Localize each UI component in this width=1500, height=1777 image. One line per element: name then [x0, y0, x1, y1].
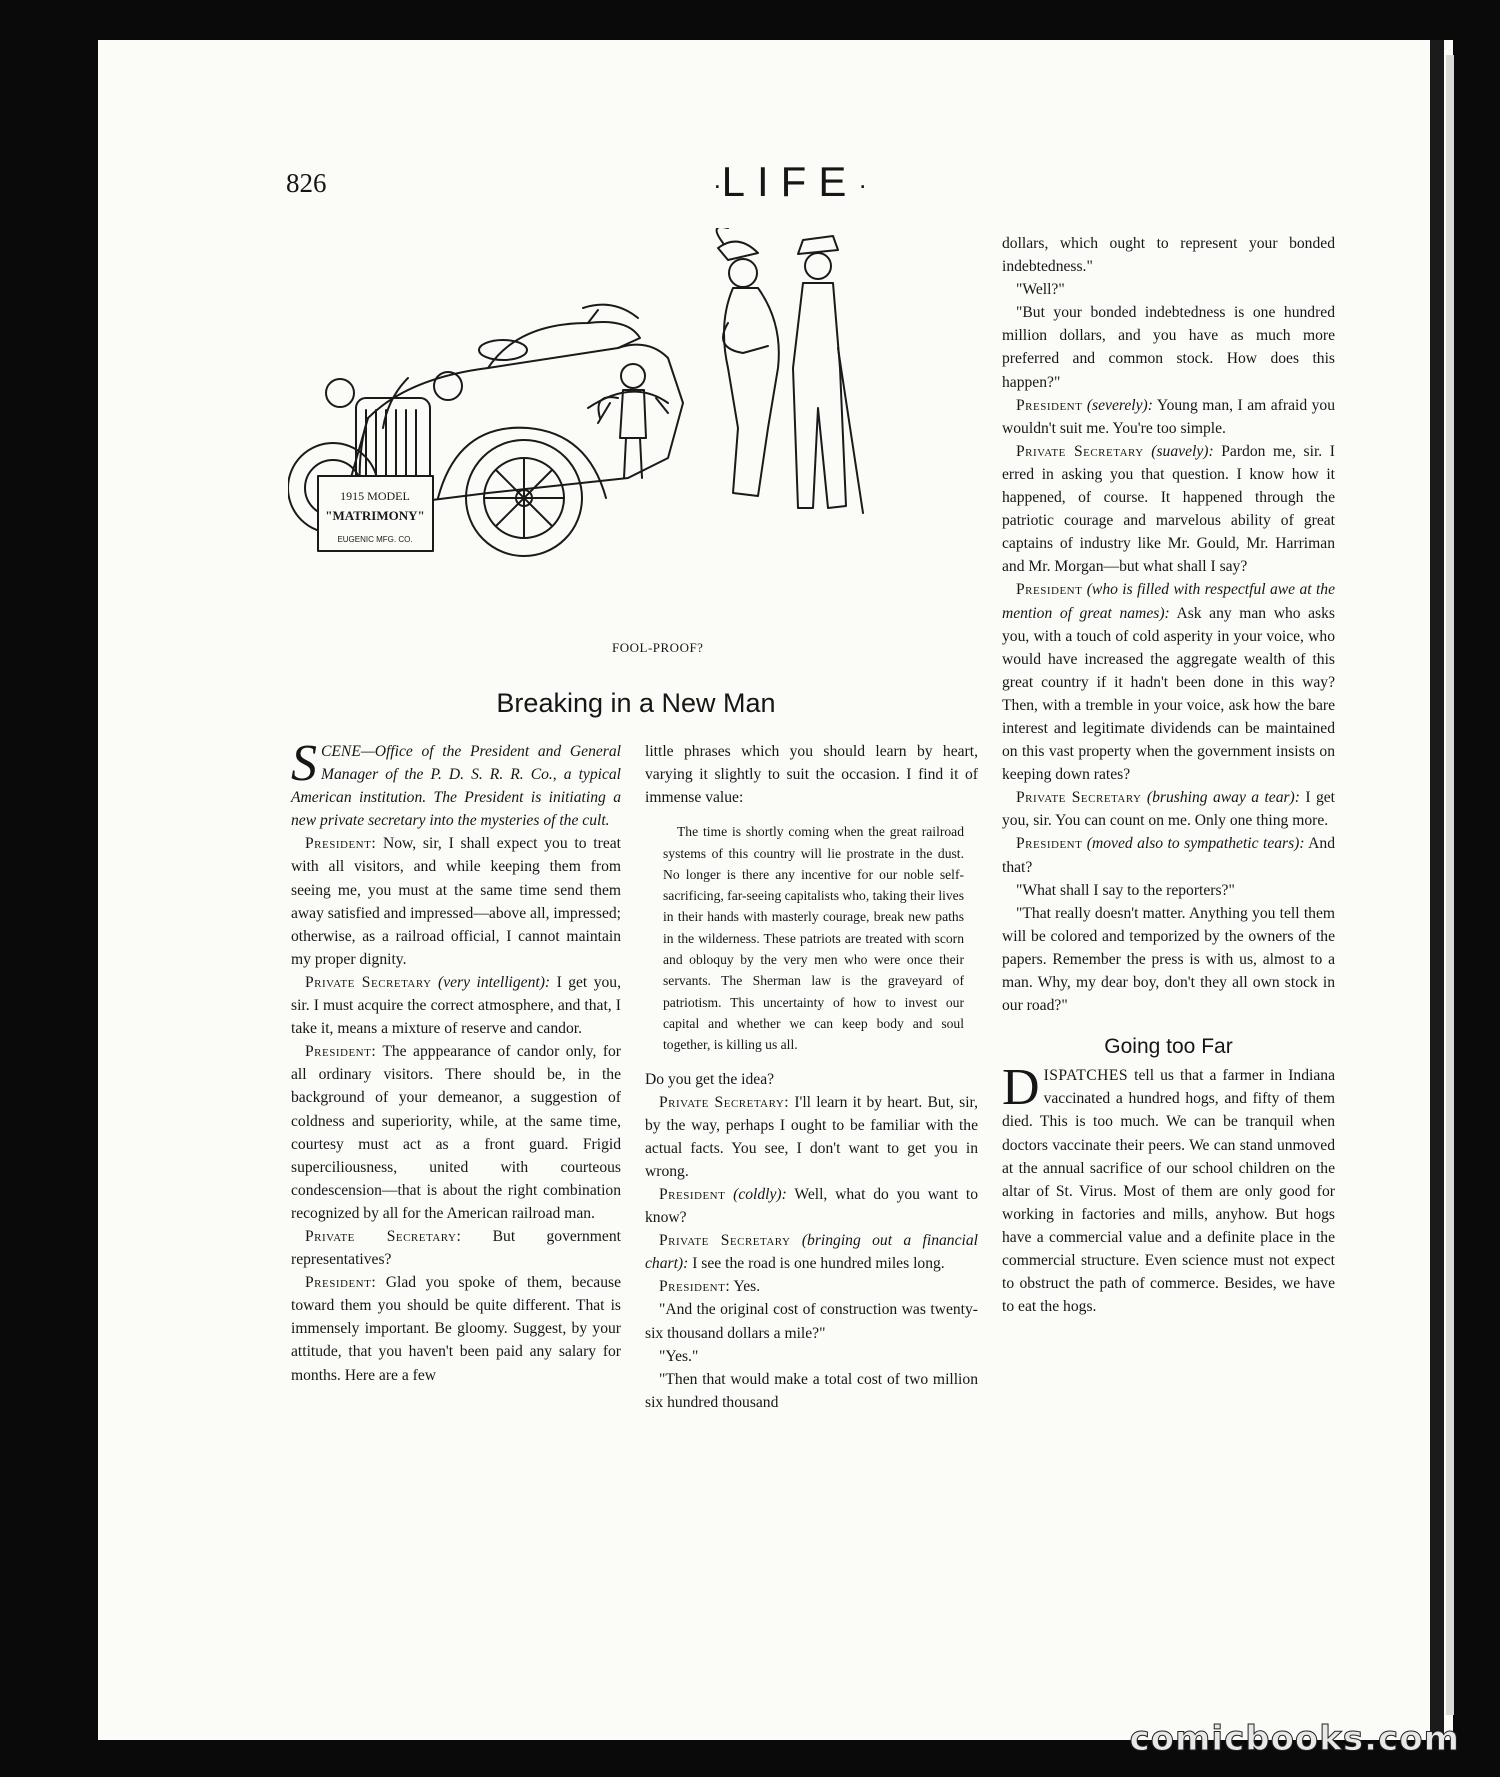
dialogue: Now, sir, I shall expect you to treat with all visitors, and while keeping them from seeing me, you must at the same time send them away satisfied and impressed—above all, impressed; otherwise, as a railroad official, I cannot maintain my proper dignity.	[291, 835, 621, 968]
speaker: Private Secretary:	[305, 1227, 462, 1245]
paragraph	[291, 1225, 621, 1271]
headlight-left	[326, 379, 354, 407]
speaker: Private Secretary	[1016, 442, 1144, 460]
column-3	[1002, 232, 1335, 1318]
stage-direction: (who is filled with respectful awe at the mention of great names):	[1002, 581, 1335, 622]
watermark: comicbooks.com	[1129, 1719, 1460, 1759]
masthead-dot-left: ·	[712, 169, 722, 200]
woman-head	[729, 259, 757, 287]
speaker: President	[1016, 396, 1083, 414]
paragraph	[645, 1229, 978, 1275]
paragraph	[1002, 440, 1335, 579]
going-too-far-title: Going too Far	[1104, 1035, 1233, 1059]
article-title: Breaking in a New Man	[496, 688, 776, 718]
drop-cap-d: D	[1002, 1059, 1040, 1117]
masthead-title: LIFE	[721, 158, 859, 205]
speaker: Private Secretary	[1016, 789, 1142, 807]
paragraph	[1002, 832, 1335, 878]
speaker: President	[659, 1186, 726, 1204]
paragraph: "Well?"	[1016, 281, 1065, 299]
paragraph: little phrases which you should learn by heart, varying it slightly to suit the occasion. I find it of immense value:	[645, 743, 978, 807]
block-quote	[663, 821, 964, 1055]
woman-arms	[723, 323, 768, 353]
paragraph	[291, 971, 621, 1040]
scene-paragraph	[291, 735, 621, 832]
dialogue: Well, what do you want to know?	[645, 1186, 978, 1227]
column-1	[291, 735, 621, 1387]
stage-direction: (coldly):	[733, 1186, 787, 1204]
stage-direction: (very intelligent):	[438, 973, 551, 991]
dialogue: Pardon me, sir. I erred in asking you that question. I know how it happened, of course. It happened through the patriotic courage and marvelous ability of great captains of industry like Mr. Gould, Mr. Harriman and Mr. Morgan—but what shall I say?	[1002, 442, 1335, 576]
quote-text: The time is shortly coming when the great railroad systems of this country will lie prostrate in the dust. No longer is there any incentive for our noble self-sacrificing, far-seeing capitalists who, taking their lives in their hands with masterly courage, break new paths in the wilderness. These patriots are treated with scorn and obloquy by the very men who were once their servants. The Sherman law is the graveyard of patriotism. This uncertainty of how to invest our capital and whether we can keep body and soul together, is killing us all.	[663, 824, 964, 1053]
car-top	[583, 305, 638, 323]
stage-direction: (brushing away a tear):	[1146, 789, 1300, 807]
speaker: President:	[659, 1278, 731, 1296]
dialogue: Young man, I am afraid you wouldn't suit me. You're too simple.	[1002, 396, 1336, 437]
cartoon-illustration	[288, 228, 988, 638]
dialogue: I get you, sir. You can count on me. Only one thing more.	[1002, 789, 1335, 830]
page-edge	[1430, 40, 1444, 1740]
woman-hat	[717, 228, 758, 260]
man-hat	[798, 236, 838, 254]
masthead	[670, 158, 910, 206]
paragraph: "Then that would make a total cost of two million six hundred thousand	[645, 1370, 978, 1411]
lead-word: ISPATCHES	[1043, 1067, 1129, 1085]
plate-text-1: 1915 MODEL	[340, 489, 410, 503]
cherub-head	[621, 364, 645, 388]
plate-text-2: "MATRIMONY"	[325, 508, 425, 523]
speaker: President	[1016, 581, 1083, 599]
speaker: Private Secretary:	[659, 1093, 790, 1111]
paragraph: "What shall I say to the reporters?"	[1016, 881, 1235, 899]
dialogue: And that?	[1002, 835, 1335, 876]
paragraph	[1002, 394, 1335, 440]
paragraph: "That really doesn't matter. Anything you tell them will be colored and temporized by the owners of the papers. Remember the press is with us, almost to a man. Why, my dear boy, don't they all own stock in our road?"	[1002, 904, 1335, 1015]
paragraph: "Yes."	[659, 1347, 699, 1365]
plate-text-3: EUGENIC MFG. CO.	[337, 535, 413, 544]
stage-direction: (moved also to sympathetic tears):	[1086, 835, 1305, 853]
scene-text: CENE—Office of the President and General Manager of the P. D. S. R. R. Co., a typical American institution. The President is initiating a new private secretary into the mysteries of the cult.	[291, 743, 621, 830]
paragraph	[291, 832, 621, 971]
paragraph: "But your bonded indebtedness is one hundred million dollars, and you have as much more preferred and common stock. How does this happen?"	[1002, 304, 1335, 391]
paragraph	[645, 1275, 978, 1298]
speaker: President	[1016, 835, 1083, 853]
paragraph: dollars, which ought to represent your bonded indebtedness."	[1002, 235, 1335, 276]
speaker: Private Secretary	[659, 1232, 791, 1250]
dialogue: I get you, sir. I must acquire the correct atmosphere, and that, I take it, means a mixture of reserve and candor.	[291, 973, 621, 1038]
dialogue: The apppearance of candor only, for all ordinary visitors. There should be, in the background of your demeanor, a suggestion of coldness and superiority, while, at the same time, courtesy must act as a front guard. Frigid superciliousness, united with courteous condescension—that is about the right combination recognized by all for the American railroad man.	[291, 1043, 621, 1222]
speaker: President:	[305, 1274, 377, 1292]
paragraph: Do you get the idea?	[645, 1070, 775, 1088]
cartoon-drawing	[288, 228, 988, 638]
cartoon-caption: FOOL-PROOF?	[612, 640, 704, 655]
dialogue: Yes.	[733, 1278, 761, 1296]
dialogue: I see the road is one hundred miles long.	[692, 1255, 945, 1273]
dialogue: Glad you spoke of them, because toward them you should be quite different. That is immensely important. Be gloomy. Suggest, by your attitude, that you haven't been paid any salary for months. Here are a few	[291, 1274, 621, 1384]
car-seat	[488, 322, 640, 368]
paragraph	[291, 1040, 621, 1225]
going-body: tell us that a farmer in Indiana vaccinated a hundred hogs, and fifty of them died. This is too much. We can be tranquil when doctors vaccinate their peers. We can stand unmoved at the annual sacrifice of our school children on the altar of St. Virus. Most of them are only good for working in factories and mills, anyhow. But hogs have a commercial value and a definite place in the commercial structure. Even science must not expect to obstruct the path of commerce. Besides, we have to eat the hogs.	[1002, 1067, 1335, 1316]
cherub-body	[598, 390, 668, 478]
paragraph	[1002, 578, 1335, 786]
paragraph: "And the original cost of construction was twenty-six thousand dollars a mile?"	[645, 1301, 978, 1342]
rear-fender	[588, 392, 668, 408]
man-body	[793, 283, 846, 508]
drop-cap-s: S	[291, 735, 317, 792]
paragraph	[291, 1271, 621, 1386]
woman-body	[724, 288, 779, 496]
paragraph	[1002, 786, 1335, 832]
page-edge-highlight	[1446, 55, 1454, 1715]
page-number: 826	[286, 168, 327, 198]
stage-direction: (severely):	[1086, 396, 1153, 414]
masthead-dot-right: ·	[858, 169, 868, 200]
dialogue: But government representatives?	[291, 1227, 621, 1269]
speaker: President:	[305, 835, 377, 853]
man-head	[805, 253, 831, 279]
dialogue: Ask any man who asks you, with a touch of cold asperity in your voice, who would have increased the aggregate wealth of this great country if it hadn't been done in this way? Then, with a tremble in your voice, ask how the bare interest and legitimate dividends can be maintained on this vast property when the government insists on keeping down rates?	[1002, 604, 1335, 784]
paragraph	[645, 1183, 978, 1229]
speaker: Private Secretary	[305, 973, 432, 991]
dialogue: I'll learn it by heart. But, sir, by the way, perhaps I ought to be familiar with the actual facts. You see, I don't want to get you in wrong.	[645, 1093, 978, 1180]
column-2	[645, 740, 978, 1414]
going-too-far-paragraph	[1002, 1059, 1335, 1318]
stage-direction: (suavely):	[1151, 442, 1214, 460]
speaker: President:	[305, 1043, 377, 1061]
stage-direction: (bringing out a financial chart):	[645, 1232, 978, 1273]
paragraph	[645, 1091, 978, 1183]
